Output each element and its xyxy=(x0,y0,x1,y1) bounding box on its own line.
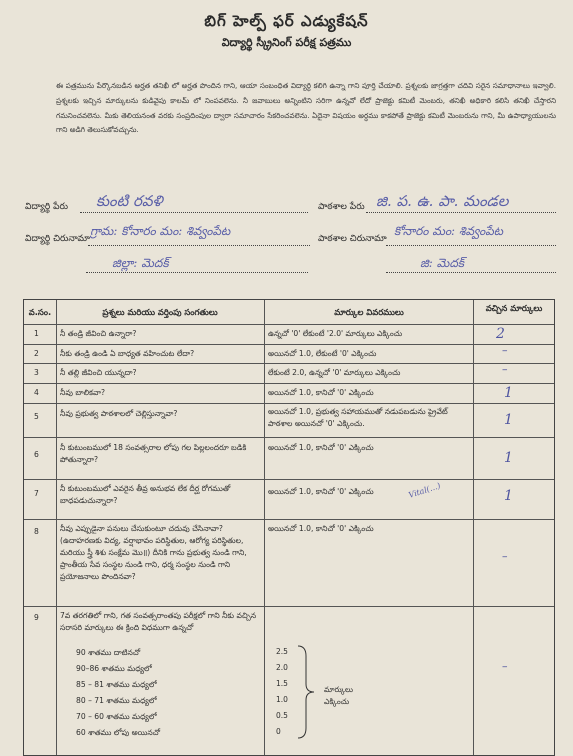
row-details: అయినచో 1.0, ప్రభుత్వ సహాయముతో నడుపబడును ప్రైవేట్ పాఠశాల అయినచో '0' ఎక్కించు. xyxy=(268,407,448,428)
range-item: 90 శాతము దాటినచో xyxy=(76,648,141,657)
row-details: అయినచో 1.0, కానిచో '0' ఎక్కించు xyxy=(268,524,374,533)
row-divider xyxy=(24,383,554,384)
row-mark[interactable]: – xyxy=(502,660,508,673)
school-address-label: పాఠశాల చిరునామా xyxy=(318,234,387,244)
row-sno: 1 xyxy=(34,329,39,338)
row-sno: 3 xyxy=(34,368,39,377)
school-name-label: పాఠశాల పేరు xyxy=(318,202,365,212)
student-name-label: విద్యార్థి పేరు xyxy=(25,202,68,212)
row-mark[interactable]: – xyxy=(502,344,508,357)
row-question: నీవు ప్రభుత్వ పాఠశాలలో చెల్లిస్తున్నావా? xyxy=(60,409,178,418)
row-divider xyxy=(24,403,554,404)
instructions-paragraph: ఈ పత్రమును పేర్కొనబడిన అర్హత తనిఖీ లో అర్హత పొందిన గాని, ఆయా సంబంధిత విద్యార్థి కలిగి ఉన్నా గాని పూర్తి చేయాలి. ప్రశ్నలకు జాగ్రత్తగా చదివి సరైన సమాధానాలు ఇవ్వాలి. ప్రశ్నలకు ఇచ్చిన మార్కులను కుడివైపు కాలమ్ లో నింపవలెను. నీ జవాబులు అన్నింటిని సరిగా ఉన్నవో లేదో ప్రాజెక్టు కమిటీ మెంబరు, తనిఖీ అధికారి కలిసి తనిఖీ చేస్తారని గమనించవలెను. మీకు తెలియనంత వరకు సంప్రదింపుల ద్వారా సమాచారం సేకరించవలెను. ఏదైనా విషయం అర్థము కాకపోతే ప్రాజెక్టు కమిటీ మెంబరును గాని, మీ ఉపాధ్యాయులను గాని అడిగి తెలుసుకోవచ్చును. xyxy=(56,81,556,135)
row-mark[interactable]: 2 xyxy=(496,326,505,342)
row-divider xyxy=(24,437,554,438)
row-mark[interactable]: 1 xyxy=(504,450,513,466)
row-question: 7వ తరగతిలో గాని, గత సంవత్సరాంతపు పరీక్షలో గాని నీకు వచ్చిన సరాసరి మార్కులు ఈ క్రింది విధముగా ఉన్నచో xyxy=(60,611,257,632)
range-item: 90–86 శాతము మధ్యలో xyxy=(76,664,152,673)
row-details: అయినచో 1.0, కానిచో '0' ఎక్కించు xyxy=(268,388,374,397)
district-line-2 xyxy=(386,272,556,273)
row-sno: 7 xyxy=(34,489,39,498)
row-question: నీకు తండ్రి ఉండి ఏ బాధ్యత వహించుట లేదా? xyxy=(60,349,195,358)
screening-table xyxy=(23,299,555,756)
row-divider xyxy=(24,519,554,520)
row-question: నీవు బాలికవా? xyxy=(60,388,105,397)
row-question: నీ కుటుంబములో 18 సంవత్సరాల లోపు గల పిల్లలందరూ బడికి పోతున్నారా? xyxy=(60,443,247,464)
range-item: 80 – 71 శాతము మధ్యలో xyxy=(76,696,157,705)
student-address-value[interactable]: గ్రామ: కోనారం మం: శివ్వంపేట xyxy=(90,224,231,238)
row-question: నీ తండ్రి జీవించి ఉన్నారా? xyxy=(60,329,137,338)
row-divider xyxy=(24,606,554,607)
row-divider xyxy=(24,479,554,480)
scale-value: 2.0 xyxy=(276,663,288,672)
form-subtitle: విద్యార్థి స్క్రీనింగ్ పరీక్ష పత్రము xyxy=(221,36,352,49)
header-sno: వ.సం. xyxy=(28,307,52,317)
row-divider xyxy=(24,344,554,345)
row-sno: 9 xyxy=(34,613,39,622)
range-item: 70 – 60 శాతము మధ్యలో xyxy=(76,712,157,721)
row-mark[interactable]: 1 xyxy=(504,385,513,401)
row-details: లేకుంటే 2.0, ఉన్నచో '0' మార్కులు ఎక్కించు xyxy=(268,368,401,377)
school-address-line xyxy=(386,245,556,246)
scale-value: 1.0 xyxy=(276,695,288,704)
form-title: బిగ్ హెల్ప్ ఫర్ ఎడ్యుకేషన్ xyxy=(204,12,369,30)
header-marks-details: మార్కుల వివరములు xyxy=(334,307,404,317)
row-mark[interactable]: – xyxy=(502,363,508,376)
header-question: ప్రశ్నలు మరియు వర్తింపు సంగతులు xyxy=(102,307,218,317)
row-divider xyxy=(24,363,554,364)
row-mark[interactable]: 1 xyxy=(504,488,513,504)
student-name-value[interactable]: కుంటి రవళి xyxy=(96,192,163,210)
row-details: అయినచో 1.0, కానిచో '0' ఎక్కించు xyxy=(268,487,374,496)
row-details: అయినచో 1.0, లేకుంటే '0' ఎక్కించు xyxy=(268,349,377,358)
scale-value: 0 xyxy=(276,727,281,736)
row-divider xyxy=(24,324,554,325)
row-sno: 5 xyxy=(34,412,39,421)
row-sno: 8 xyxy=(34,527,39,536)
col-divider xyxy=(56,300,57,755)
row-question: నీ తల్లి జీవించి యున్నదా? xyxy=(60,368,137,377)
row-mark[interactable]: – xyxy=(502,550,508,563)
school-address-value[interactable]: కోనారం మం: శివ్వంపేట xyxy=(394,224,504,238)
row-question: నీవు ఎప్పుడైనా పనులు చేసుకుంటూ చదువు చేసినావా? (ఉదాహరణకు విద్య, వర్షాభావం పరిస్థితుల, ఆరోగ్య పరిస్థితుల, మరియు స్త్రీ శిశు సంక్షేమ మొ॥) దీనికి గాను ప్రభుత్వ నుండి గాని, ప్రాంతీయ సేవ సంస్థల నుండి గాని, ధర్మ సంస్థల నుండి గాని ప్రయోజనాలు పొందినవా? xyxy=(60,524,247,581)
row-sno: 6 xyxy=(34,450,39,459)
scale-value: 1.5 xyxy=(276,679,288,688)
row-sno: 2 xyxy=(34,349,39,358)
row-question: నీ కుటుంబములో ఎవరైన తీవ్ర అనుభవ లేక దీర్ఘ రోగముతో బాధపడుచున్నారా? xyxy=(60,484,231,505)
district-value[interactable]: జిల్లా: మెదక్ xyxy=(112,256,169,270)
brace-icon xyxy=(296,644,316,740)
range-item: 60 శాతము లోపు అయినచో xyxy=(76,728,161,737)
row-details: మార్కులు ఎక్కించు xyxy=(324,685,354,706)
scale-value: 2.5 xyxy=(276,647,288,656)
row-details: ఉన్నచో '0' లేకుంటే '2.0' మార్కులు ఎక్కించు xyxy=(268,329,403,338)
student-address-line xyxy=(88,245,310,246)
student-address-label: విద్యార్థి చిరునామా xyxy=(25,234,90,244)
district-value-2[interactable]: జి: మెదక్ xyxy=(420,256,465,270)
range-item: 85 – 81 శాతము మధ్యలో xyxy=(76,680,157,689)
col-divider xyxy=(473,300,474,755)
header-marks-obtained: వచ్చిన మార్కులు xyxy=(485,303,543,313)
row-mark[interactable]: 1 xyxy=(504,412,513,428)
school-name-value[interactable]: జి. ప. ఉ. పా. మండల xyxy=(376,192,509,210)
scale-value: 0.5 xyxy=(276,711,288,720)
row-sno: 4 xyxy=(34,388,39,397)
col-divider xyxy=(264,300,265,755)
handwritten-note: Vital(…) xyxy=(407,481,442,500)
row-details: అయినచో 1.0, కానిచో '0' ఎక్కించు xyxy=(268,443,374,452)
